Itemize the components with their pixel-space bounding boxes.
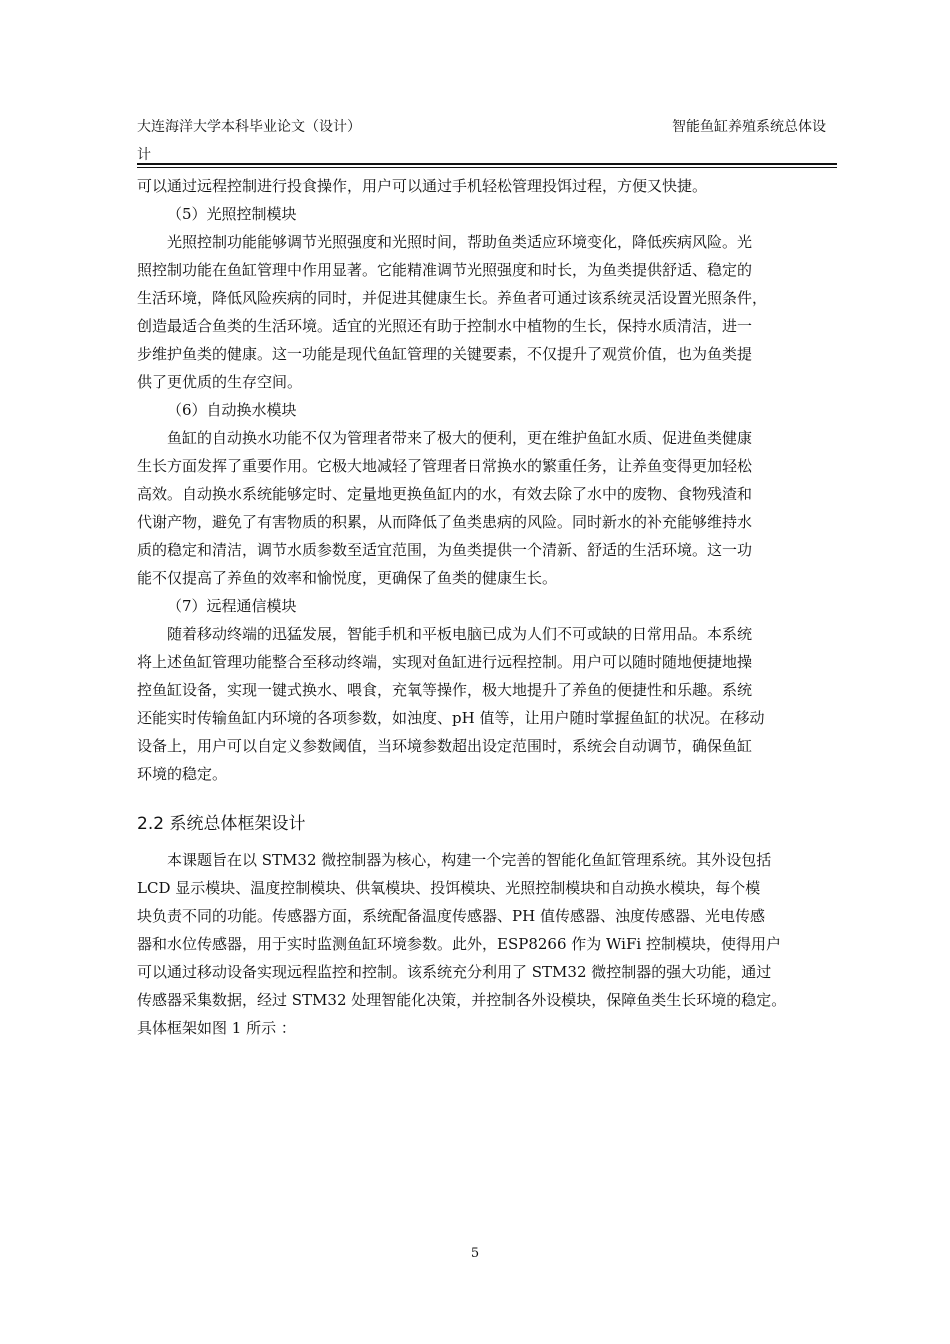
text-line: LCD 显示模块、温度控制模块、供氧模块、投饵模块、光照控制模块和自动换水模块，每个模 (137, 879, 761, 897)
subsection-title-water-change: （6）自动换水模块 (167, 401, 297, 419)
text-line: 还能实时传输鱼缸内环境的各项参数，如浊度、pH 值等，让用户随时掌握鱼缸的状况。在移动 (137, 709, 765, 727)
text-line: 质的稳定和清洁，调节水质参数至适宜范围，为鱼类提供一个清新、舒适的生活环境。这一功 (137, 541, 753, 559)
text-line: 能不仅提高了养鱼的效率和愉悦度，更确保了鱼类的健康生长。 (137, 569, 558, 587)
section-heading: 2.2 系统总体框架设计 (137, 814, 306, 834)
text-line: 传感器采集数据，经过 STM32 处理智能化决策，并控制各外设模块，保障鱼类生长环境的稳定。 (137, 991, 787, 1009)
text-line: 可以通过远程控制进行投食操作，用户可以通过手机轻松管理投饵过程，方便又快捷。 (137, 177, 708, 195)
header-right-title-wrap: 计 (137, 147, 151, 163)
text-line: 照控制功能在鱼缸管理中作用显著。它能精准调节光照强度和时长，为鱼类提供舒适、稳定的 (137, 261, 753, 279)
text-line: 代谢产物，避免了有害物质的积累，从而降低了鱼类患病的风险。同时新水的补充能够维持水 (137, 513, 753, 531)
text-line: 步维护鱼类的健康。这一功能是现代鱼缸管理的关键要素，不仅提升了观赏价值，也为鱼类提 (137, 345, 753, 363)
body-block-1 (137, 172, 847, 788)
subsection-title-remote-comm: （7）远程通信模块 (167, 597, 297, 615)
text-line: 控鱼缸设备，实现一键式换水、喂食，充氧等操作，极大地提升了养鱼的便捷性和乐趣。系统 (137, 681, 753, 699)
text-line: 将上述鱼缸管理功能整合至移动终端，实现对鱼缸进行远程控制。用户可以随时随地便捷地操 (137, 653, 753, 671)
header-right-title: 智能鱼缸养殖系统总体设 (672, 119, 826, 135)
text-line: 器和水位传感器，用于实时监测鱼缸环境参数。此外，ESP8266 作为 WiFi 控制模块，使得用户 (137, 935, 781, 953)
text-line: 创造最适合鱼类的生活环境。适宜的光照还有助于控制水中植物的生长，保持水质清洁，进一 (137, 317, 753, 335)
text-line: 本课题旨在以 STM32 微控制器为核心，构建一个完善的智能化鱼缸管理系统。其外设包括 (167, 851, 772, 869)
page-number: 5 (470, 1246, 480, 1261)
header-rule-thick (137, 163, 837, 165)
text-line: 高效。自动换水系统能够定时、定量地更换鱼缸内的水，有效去除了水中的废物、食物残渣和 (137, 485, 753, 503)
text-line: 生长方面发挥了重要作用。它极大地减轻了管理者日常换水的繁重任务，让养鱼变得更加轻松 (137, 457, 753, 475)
body-block-2 (137, 846, 847, 1042)
text-line: 可以通过移动设备实现远程监控和控制。该系统充分利用了 STM32 微控制器的强大功能，通过 (137, 963, 772, 981)
text-line: 块负责不同的功能。传感器方面，系统配备温度传感器、PH 值传感器、浊度传感器、光电传感 (137, 907, 765, 925)
text-line: 鱼缸的自动换水功能不仅为管理者带来了极大的便利，更在维护鱼缸水质、促进鱼类健康 (167, 429, 753, 447)
text-line: 光照控制功能能够调节光照强度和光照时间，帮助鱼类适应环境变化，降低疾病风险。光 (167, 233, 753, 251)
subsection-title-lighting: （5）光照控制模块 (167, 205, 297, 223)
text-line: 设备上，用户可以自定义参数阈值，当环境参数超出设定范围时，系统会自动调节，确保鱼缸 (137, 737, 753, 755)
header-left-title: 大连海洋大学本科毕业论文（设计） (137, 119, 361, 135)
text-line: 生活环境，降低风险疾病的同时，并促进其健康生长。养鱼者可通过该系统灵活设置光照条件， (137, 289, 768, 307)
text-line: 随着移动终端的迅猛发展，智能手机和平板电脑已成为人们不可或缺的日常用品。本系统 (167, 625, 753, 643)
header-rule-thin (137, 167, 837, 168)
text-line: 具体框架如图 1 所示 ： (137, 1019, 296, 1037)
text-line: 供了更优质的生存空间。 (137, 373, 303, 391)
text-line: 环境的稳定。 (137, 765, 228, 783)
